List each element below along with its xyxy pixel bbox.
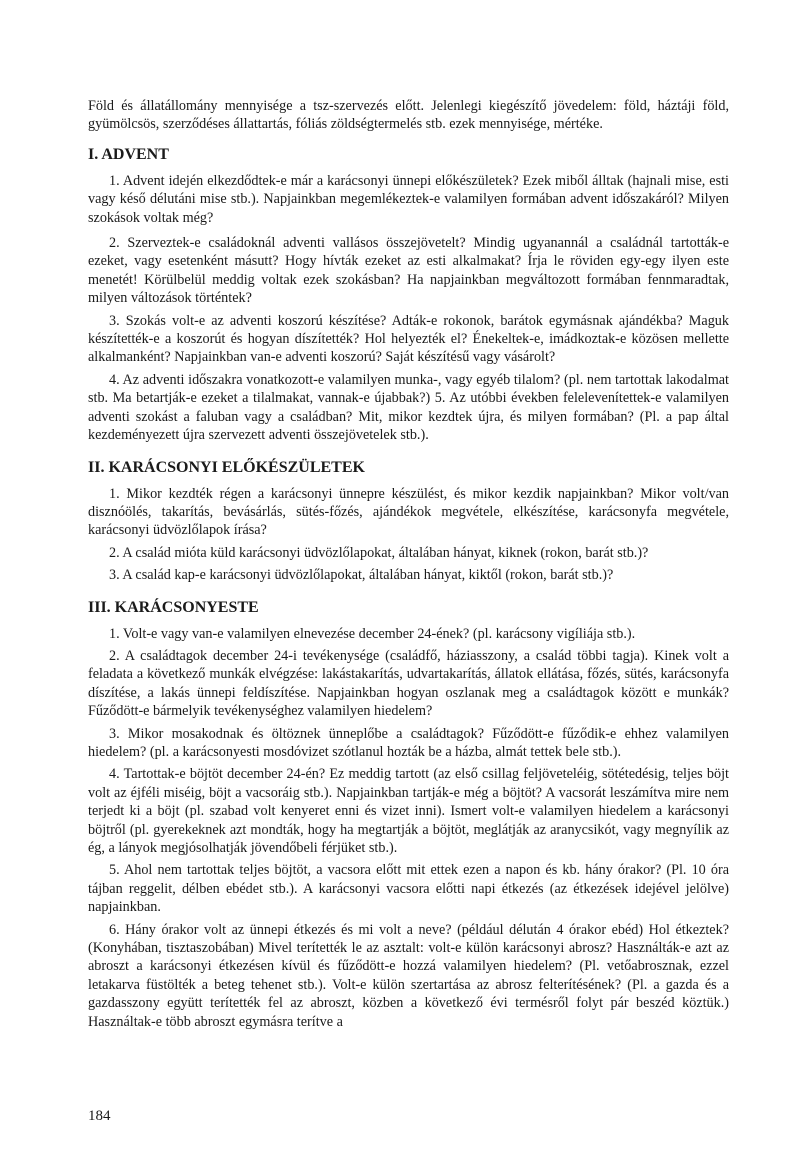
section-heading-christmas-eve: III. KARÁCSONYESTE [88, 598, 259, 616]
document-page [88, 97, 729, 1031]
preparations-question-1: 1. Mikor kezdték régen a karácsonyi ünnepre készülést, és mikor kezdik napjainkban? Mikor volt/van disznóölés, takarítás, bevásárlás, sütés-főzés, ajándékok megvétele, elkészítése, karácsonyfa megvétele, karácsonyi üdvözlőlapok írása? [88, 485, 729, 539]
section-heading-advent: I. ADVENT [88, 145, 169, 163]
christmas-eve-question-2: 2. A családtagok december 24-i tevékenysége (családfő, háziasszony, a család többi tagja). Kinek volt a feladata a következő munkák elvégzése: lakástakarítás, udvartakarítás, állatok ellátása, főzés, sütés, karácsonyfa díszítése, a lakás ünnepi feldíszítése. Napjainkban hogyan oszlanak meg a családtagok között e munkák? Fűződött-e bármelyik tevékenységhez valamilyen hiedelem? [88, 647, 729, 720]
advent-question-3: 3. Szokás volt-e az adventi koszorú készítése? Adták-e rokonok, barátok egymásnak ajándékba? Maguk készítették-e a koszorút és hogyan díszítették? Hol helyezték el? Énekeltek-e, imádkoztak-e közösen mellette alkalmanként? Napjainkban van-e adventi koszorú? Saját készítésű vagy vásárolt? [88, 312, 729, 366]
preparations-question-3: 3. A család kap-e karácsonyi üdvözlőlapokat, általában hányat, kiktől (rokon, barát stb.)? [109, 567, 614, 584]
advent-question-1: 1. Advent idején elkezdődtek-e már a karácsonyi ünnepi előkészületek? Ezek miből álltak (hajnali mise, esti vagy késő délutáni mise stb.). Napjainkban megemlékeztek-e valamilyen formában advent időszakáról? Milyen szokások voltak még? [88, 172, 729, 226]
page-number: 184 [88, 1108, 111, 1124]
intro-paragraph: Föld és állatállomány mennyisége a tsz-szervezés előtt. Jelenlegi kiegészítő jövedelem: föld, háztáji föld, gyümölcsös, szerződéses állattartás, fóliás zöldségtermelés stb. ezek mennyisége, mértéke. [88, 98, 729, 133]
christmas-eve-question-5: 5. Ahol nem tartottak teljes böjtöt, a vacsora előtt mit ettek ezen a napon és kb. hány órakor? (Pl. 10 óra tájban reggelit, délben ebédet stb.). A karácsonyi vacsora előtti napi étkezés (az étkezések idejével jelölve) napjainkban. [88, 862, 729, 916]
christmas-eve-question-6: 6. Hány órakor volt az ünnepi étkezés és mi volt a neve? (például délután 4 órakor ebéd) Hol étkeztek? (Konyhában, tisztaszobában) Mivel terítették le az asztalt: volt-e külön karácsonyi abrosz? Használták-e azt az abroszt a karácsonyi étkezésen kívül és fűződött-e hozzá valamilyen hiedelem? (Pl. vetőabrosznak, ezzel letakarva füstölték a beteg tehenet stb.). Volt-e külön szertartása az abrosz felterítésének? (Pl. a gazda és a gazdasszony együtt terítették fel az abroszt, közben a következő évi termésről folyt pár beszéd köztük.) Használtak-e több abroszt egymásra terítve a [88, 921, 729, 1030]
christmas-eve-question-1: 1. Volt-e vagy van-e valamilyen elnevezése december 24-ének? (pl. karácsony vigíliája stb.). [109, 625, 636, 642]
advent-question-4: 4. Az adventi időszakra vonatkozott-e valamilyen munka-, vagy egyéb tilalom? (pl. nem tartottak lakodalmat stb. Ma betartják-e ezeket a tilalmakat, vannak-e újabbak?) 5. Az utóbbi években felelevenítettek-e valamilyen adventi szokást a faluban vagy a családban? Mit, mikor kezdtek újra, és milyen formában? (Pl. a pap által kezdeményezett újra szervezett adventi összejövetelek stb.). [88, 371, 729, 444]
advent-question-2: 2. Szerveztek-e családoknál adventi vallásos összejövetelt? Mindig ugyanannál a családnál tartották-e ezeket, vagy esetenként másutt? Hogy hívták ezeket az esti alkalmakat? Írja le röviden egy-egy ilyen este menetét! Körülbelül meddig voltak ezek szokásban? Ha napjainkban megváltozott formában fennmaradtak, milyen változások történtek? [88, 235, 729, 307]
christmas-eve-question-4: 4. Tartottak-e böjtöt december 24-én? Ez meddig tartott (az első csillag feljöveteléig, sötétedésig, teljes böjt volt az éjféli miséig, böjt a vacsoráig stb.). Napjainkban tartják-e még a böjtöt? A vacsorát leszámítva mire nem terjedt ki a böjt (pl. szabad volt kenyeret enni és vizet inni). Ismert volt-e valamilyen hiedelem a karácsonyi böjtről (pl. gyerekeknek azt mondták, hogy ha megtartják a böjtöt, meglátják az aranycsikót, vagy megnyílik az ég, a lányok megjósolhatják jövendőbeli férjüket stb.). [88, 766, 729, 856]
preparations-question-2: 2. A család mióta küld karácsonyi üdvözlőlapokat, általában hányat, kiknek (rokon, barát stb.)? [109, 544, 649, 561]
section-heading-christmas-preparations: II. KARÁCSONYI ELŐKÉSZÜLETEK [88, 458, 365, 476]
christmas-eve-question-3: 3. Mikor mosakodnak és öltöznek ünneplőbe a családtagok? Fűződött-e fűződik-e ehhez valamilyen hiedelem? (pl. a karácsonyesti mosdóvizet szótlanul hozták be a házba, almát tettek bele stb.). [88, 725, 729, 760]
